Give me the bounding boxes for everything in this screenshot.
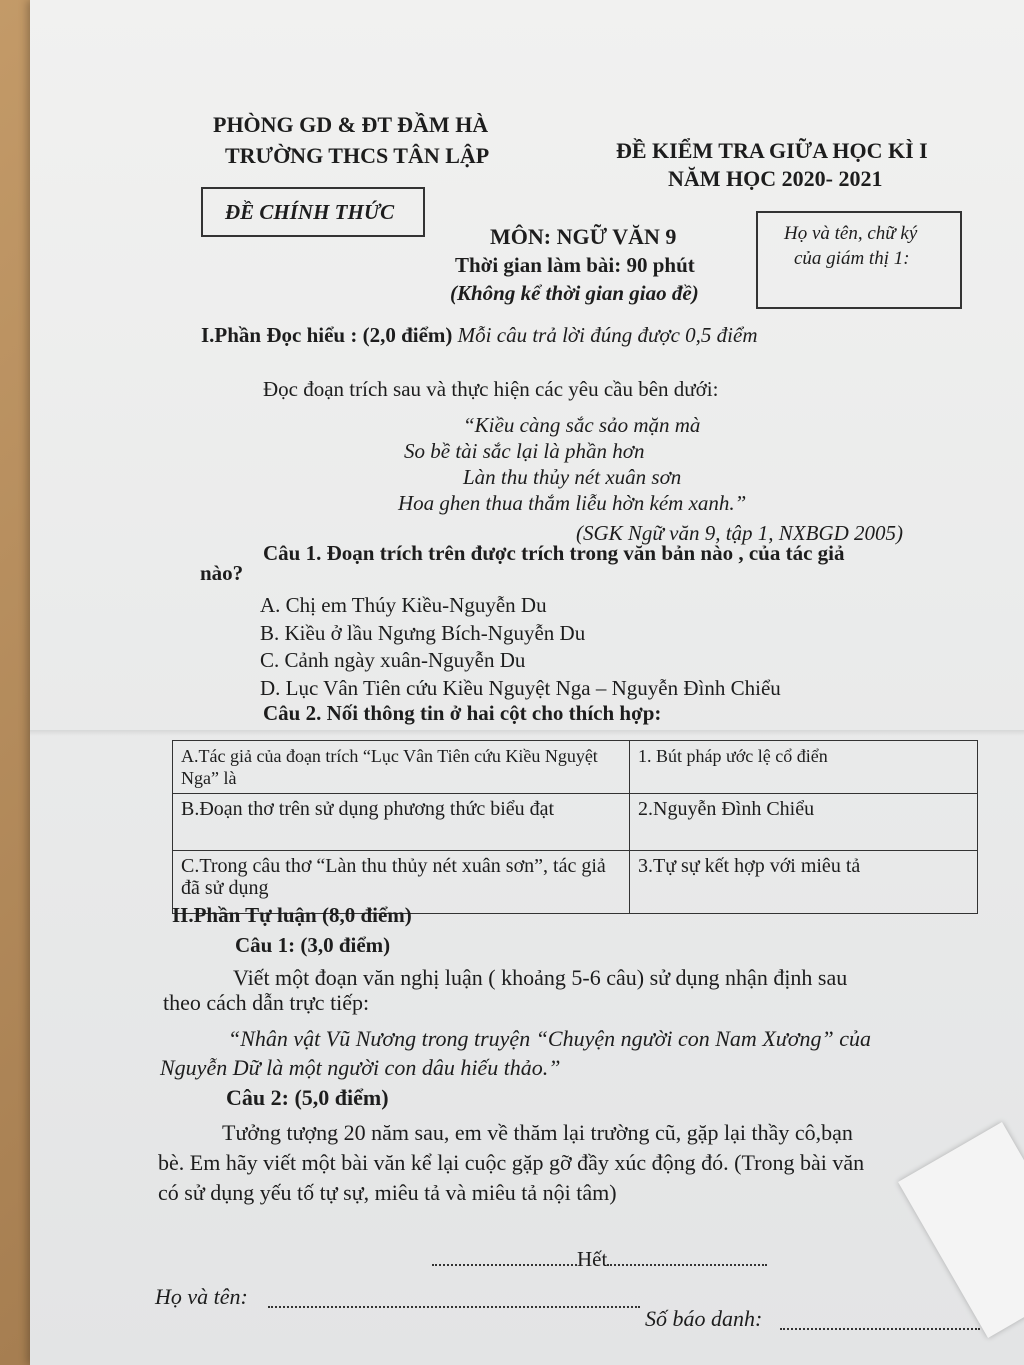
name-field[interactable] bbox=[268, 1306, 640, 1308]
part2-q1-line-2: theo cách dẫn trực tiếp: bbox=[163, 990, 370, 1015]
q1-option-d: D. Lục Vân Tiên cứu Kiều Nguyệt Nga – Nguyễn Đình Chiểu bbox=[260, 676, 781, 700]
id-label: Số báo danh: bbox=[645, 1306, 763, 1331]
part2-q1-quote-2: Nguyễn Dữ là một người con dâu hiếu thảo.” bbox=[160, 1055, 561, 1080]
match-right-1: 1. Bút pháp ước lệ cổ điển bbox=[630, 741, 978, 794]
table-row bbox=[173, 741, 978, 794]
part2-q1-quote-1: “Nhân vật Vũ Nương trong truyện “Chuyện người con Nam Xương” của bbox=[228, 1026, 871, 1051]
q1-option-b: B. Kiều ở lầu Ngưng Bích-Nguyễn Du bbox=[260, 621, 586, 645]
poem-line-4: Hoa ghen thua thắm liễu hờn kém xanh.” bbox=[398, 491, 747, 515]
part1-instruction: Đọc đoạn trích sau và thực hiện các yêu cầu bên dưới: bbox=[263, 377, 719, 401]
dept-name: PHÒNG GD & ĐT ĐẦM HÀ bbox=[213, 112, 489, 137]
match-left-b: B.Đoạn thơ trên sử dụng phương thức biểu đạt bbox=[173, 794, 630, 851]
examiner-label-2: của giám thị 1: bbox=[794, 248, 910, 269]
poem-line-2: So bề tài sắc lại là phần hơn bbox=[404, 439, 645, 463]
part1-heading bbox=[201, 322, 758, 348]
poem-source: (SGK Ngữ văn 9, tập 1, NXBGD 2005) bbox=[576, 521, 904, 545]
subject: MÔN: NGỮ VĂN 9 bbox=[490, 224, 677, 249]
table-row bbox=[173, 794, 978, 851]
part2-q1-heading: Câu 1: (3,0 điểm) bbox=[235, 933, 391, 957]
examiner-label-1: Họ và tên, chữ ký bbox=[784, 223, 918, 244]
match-left-c: C.Trong câu thơ “Làn thu thủy nét xuân sơn”, tác giả đã sử dụng bbox=[173, 851, 630, 914]
examiner-box bbox=[756, 211, 962, 309]
match-right-3: 3.Tự sự kết hợp với miêu tả bbox=[630, 851, 978, 914]
id-field[interactable] bbox=[780, 1328, 980, 1330]
part1-heading-bold: I.Phần Đọc hiểu : (2,0 điểm) bbox=[201, 323, 453, 347]
part2-q2-line-1: Tưởng tượng 20 năm sau, em về thăm lại trường cũ, gặp lại thầy cô,bạn bbox=[222, 1120, 853, 1145]
duration-note: (Không kể thời gian giao đề) bbox=[450, 281, 699, 305]
poem-line-3: Làn thu thủy nét xuân sơn bbox=[463, 465, 682, 489]
q1-option-c: C. Cảnh ngày xuân-Nguyễn Du bbox=[260, 648, 526, 672]
official-stamp-box bbox=[201, 187, 425, 237]
q1-line-2: nào? bbox=[200, 561, 244, 585]
part2-q2-line-2: bè. Em hãy viết một bài văn kể lại cuộc gặp gỡ đầy xúc động đó. (Trong bài văn bbox=[158, 1150, 865, 1175]
end-dots-right bbox=[607, 1246, 767, 1266]
name-label: Họ và tên: bbox=[155, 1284, 248, 1309]
school-year: NĂM HỌC 2020- 2021 bbox=[668, 166, 883, 191]
part2-q1-line-1: Viết một đoạn văn nghị luận ( khoảng 5-6 câu) sử dụng nhận định sau bbox=[233, 965, 848, 990]
end-mark bbox=[432, 1246, 767, 1272]
q1-line-1: Câu 1. Đoạn trích trên được trích trong văn bản nào , của tác giả bbox=[263, 541, 845, 565]
end-mark-text: Hết bbox=[577, 1247, 608, 1271]
duration: Thời gian làm bài: 90 phút bbox=[455, 253, 695, 277]
part1-heading-italic: Mỗi câu trả lời đúng được 0,5 điểm bbox=[457, 323, 758, 347]
q2-heading: Câu 2. Nối thông tin ở hai cột cho thích hợp: bbox=[263, 701, 662, 725]
matching-table bbox=[172, 740, 978, 914]
paper-fold bbox=[30, 730, 1024, 736]
match-left-a: A.Tác giả của đoạn trích “Lục Vân Tiên cứu Kiều Nguyệt Nga” là bbox=[173, 741, 630, 794]
end-dots-left bbox=[432, 1246, 577, 1266]
match-right-2: 2.Nguyễn Đình Chiểu bbox=[630, 794, 978, 851]
part2-q2-line-3: có sử dụng yếu tố tự sự, miêu tả và miêu tả nội tâm) bbox=[158, 1180, 617, 1205]
q1-option-a: A. Chị em Thúy Kiều-Nguyễn Du bbox=[260, 593, 547, 617]
part2-q2-heading: Câu 2: (5,0 điểm) bbox=[226, 1085, 389, 1110]
poem-line-1: “Kiều càng sắc sảo mặn mà bbox=[463, 413, 701, 437]
school-name: TRƯỜNG THCS TÂN LẬP bbox=[225, 143, 490, 168]
official-stamp: ĐỀ CHÍNH THỨC bbox=[225, 200, 395, 224]
part2-heading: II.Phần Tự luận (8,0 điểm) bbox=[172, 903, 412, 927]
exam-title: ĐỀ KIỂM TRA GIỮA HỌC KÌ I bbox=[616, 138, 928, 163]
